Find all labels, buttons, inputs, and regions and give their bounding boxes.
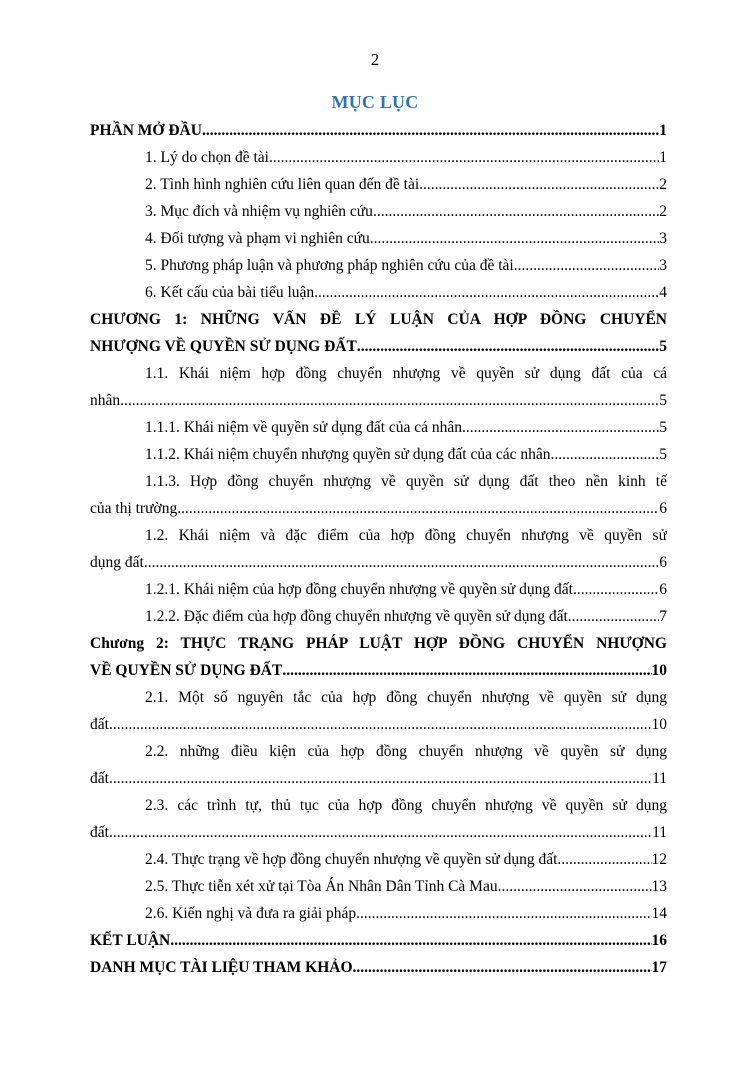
toc-entry-1-2-1[interactable]: 1.2.1. Khái niệm của hợp đồng chuyển nhượng về quyền sử dụng đất ..... 6 bbox=[90, 576, 667, 603]
toc-entry-2-5[interactable]: 2.5. Thực tiễn xét xử tại Tòa Án Nhân Dân Tỉnh Cà Mau ..... 13 bbox=[90, 873, 667, 900]
toc-entry-references[interactable]: DANH MỤC TÀI LIỆU THAM KHẢO ..... 17 bbox=[90, 954, 667, 981]
toc-entry-chapter-2[interactable]: Chương 2: THỰC TRẠNG PHÁP LUẬT HỢP ĐỒNG CHUYỂN NHƯỢNG bbox=[90, 635, 667, 652]
toc-entry-2-2-cont[interactable]: đất ..... 11 bbox=[90, 765, 667, 792]
toc-entry-2-3[interactable]: 2.3. các trình tự, thủ tục của hợp đồng chuyển nhượng về quyền sử dụng bbox=[145, 797, 667, 814]
toc-entry-3[interactable]: 3. Mục đích và nhiệm vụ nghiên cứu ..... 2 bbox=[90, 198, 667, 225]
toc-entry-intro[interactable]: PHẦN MỞ ĐẦU ..... 1 bbox=[90, 117, 667, 144]
toc-entry-1-2-2[interactable]: 1.2.2. Đặc điểm của hợp đồng chuyển nhượng về quyền sử dụng đất ..... 7 bbox=[90, 603, 667, 630]
toc-entry-1-1-1[interactable]: 1.1.1. Khái niệm về quyền sử dụng đất của cá nhân ..... 5 bbox=[90, 414, 667, 441]
toc-entry-1-1-cont[interactable]: nhân ..... 5 bbox=[90, 387, 667, 414]
toc-entry-conclusion[interactable]: KẾT LUẬN ..... 16 bbox=[90, 927, 667, 954]
toc-entry-2-1[interactable]: 2.1. Một số nguyên tắc của hợp đồng chuyển nhượng về quyền sử dụng bbox=[145, 689, 667, 706]
toc-entry-2[interactable]: 2. Tình hình nghiên cứu liên quan đến đề tài ..... 2 bbox=[90, 171, 667, 198]
page-number: 2 bbox=[370, 50, 380, 69]
toc-entry-2-3-cont[interactable]: đất ..... 11 bbox=[90, 819, 667, 846]
toc-entry-chapter-1[interactable]: CHƯƠNG 1: NHỮNG VẤN ĐỀ LÝ LUẬN CỦA HỢP ĐỒNG CHUYỂN bbox=[90, 311, 667, 328]
toc-entry-1-2-cont[interactable]: dụng đất ..... 6 bbox=[90, 549, 667, 576]
toc-entry-2-4[interactable]: 2.4. Thực trạng về hợp đồng chuyển nhượng về quyền sử dụng đất ..... 12 bbox=[90, 846, 667, 873]
toc-entry-1-1-3-cont[interactable]: của thị trường ..... 6 bbox=[90, 495, 667, 522]
toc-entry-chapter-1-cont[interactable]: NHƯỢNG VỀ QUYỀN SỬ DỤNG ĐẤT ..... 5 bbox=[90, 333, 667, 360]
toc-entry-1-2[interactable]: 1.2. Khái niệm và đặc điểm của hợp đồng chuyển nhượng về quyền sử bbox=[145, 527, 667, 544]
toc-entry-1-1[interactable]: 1.1. Khái niệm hợp đồng chuyển nhượng về quyền sử dụng đất của cá bbox=[145, 365, 667, 382]
table-of-contents bbox=[90, 117, 667, 981]
toc-entry-5[interactable]: 5. Phương pháp luận và phương pháp nghiên cứu của đề tài ..... 3 bbox=[90, 252, 667, 279]
toc-entry-4[interactable]: 4. Đối tượng và phạm vi nghiên cứu ..... 3 bbox=[90, 225, 667, 252]
toc-entry-2-6[interactable]: 2.6. Kiến nghị và đưa ra giải pháp ..... 14 bbox=[90, 900, 667, 927]
toc-entry-1[interactable]: 1. Lý do chọn đề tài ..... 1 bbox=[90, 144, 667, 171]
toc-entry-2-1-cont[interactable]: đất ..... 10 bbox=[90, 711, 667, 738]
toc-entry-6[interactable]: 6. Kết cấu của bài tiểu luận ..... 4 bbox=[90, 279, 667, 306]
toc-entry-1-1-3[interactable]: 1.1.3. Hợp đồng chuyển nhượng về quyền sử dụng đất theo nền kinh tế bbox=[145, 473, 667, 490]
toc-entry-2-2[interactable]: 2.2. những điều kiện của hợp đồng chuyển nhượng về quyền sử dụng bbox=[145, 743, 667, 760]
toc-title: MỤC LỤC bbox=[331, 92, 419, 112]
toc-entry-1-1-2[interactable]: 1.1.2. Khái niệm chuyển nhượng quyền sử dụng đất của các nhân ..... 5 bbox=[90, 441, 667, 468]
toc-entry-chapter-2-cont[interactable]: VỀ QUYỀN SỬ DỤNG ĐẤT ..... 10 bbox=[90, 657, 667, 684]
